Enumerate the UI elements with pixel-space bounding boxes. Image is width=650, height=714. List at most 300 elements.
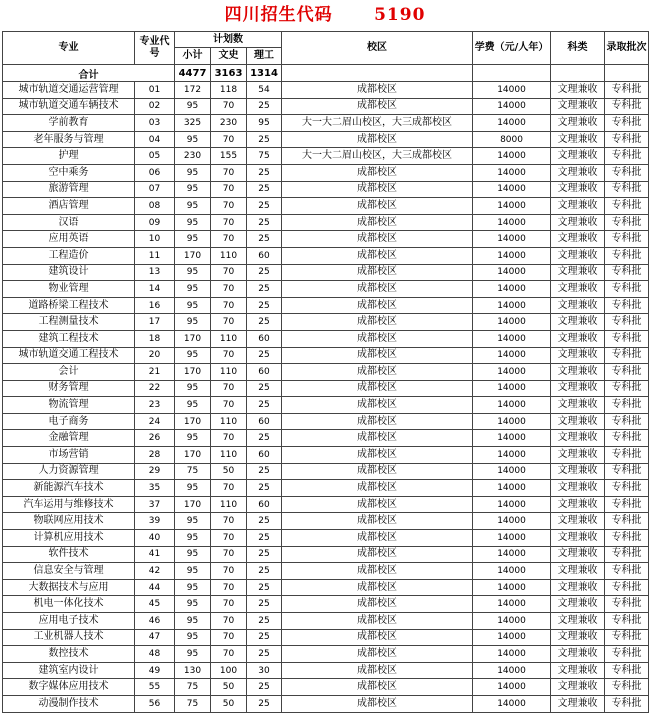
major-cell: 空中乘务 <box>3 164 135 181</box>
batch-cell: 专科批 <box>605 82 649 99</box>
category-cell: 文理兼收 <box>551 380 605 397</box>
science-cell: 25 <box>247 264 282 281</box>
category-cell: 文理兼收 <box>551 397 605 414</box>
category-cell: 文理兼收 <box>551 264 605 281</box>
science-cell: 75 <box>247 148 282 165</box>
category-cell: 文理兼收 <box>551 646 605 663</box>
category-cell: 文理兼收 <box>551 480 605 497</box>
campus-cell: 成都校区 <box>282 297 473 314</box>
code-cell: 07 <box>135 181 175 198</box>
code-cell: 10 <box>135 231 175 248</box>
table-row <box>3 413 649 430</box>
science-cell: 60 <box>247 413 282 430</box>
arts-cell: 70 <box>211 281 247 298</box>
code-cell: 29 <box>135 463 175 480</box>
major-cell: 城市轨道交通车辆技术 <box>3 98 135 115</box>
category-cell: 文理兼收 <box>551 613 605 630</box>
category-cell: 文理兼收 <box>551 281 605 298</box>
subtotal-cell: 95 <box>175 281 211 298</box>
category-cell: 文理兼收 <box>551 496 605 513</box>
batch-cell: 专科批 <box>605 281 649 298</box>
major-cell: 工程造价 <box>3 247 135 264</box>
batch-cell: 专科批 <box>605 198 649 215</box>
major-cell: 市场营销 <box>3 447 135 464</box>
subtotal-cell: 95 <box>175 397 211 414</box>
major-cell: 护理 <box>3 148 135 165</box>
category-cell: 文理兼收 <box>551 662 605 679</box>
table-row <box>3 297 649 314</box>
major-cell: 汽车运用与维修技术 <box>3 496 135 513</box>
arts-cell: 110 <box>211 447 247 464</box>
subtotal-cell: 95 <box>175 297 211 314</box>
total-arts: 3163 <box>211 65 247 82</box>
table-row <box>3 463 649 480</box>
fee-cell: 14000 <box>473 231 551 248</box>
campus-cell: 成都校区 <box>282 330 473 347</box>
major-cell: 电子商务 <box>3 413 135 430</box>
category-cell: 文理兼收 <box>551 148 605 165</box>
category-cell: 文理兼收 <box>551 546 605 563</box>
header-science: 理工 <box>247 48 282 65</box>
arts-cell: 70 <box>211 98 247 115</box>
category-cell: 文理兼收 <box>551 695 605 712</box>
batch-cell: 专科批 <box>605 679 649 696</box>
batch-cell: 专科批 <box>605 480 649 497</box>
science-cell: 25 <box>247 546 282 563</box>
fee-cell: 14000 <box>473 148 551 165</box>
subtotal-cell: 95 <box>175 98 211 115</box>
batch-cell: 专科批 <box>605 181 649 198</box>
major-cell: 信息安全与管理 <box>3 563 135 580</box>
arts-cell: 70 <box>211 596 247 613</box>
subtotal-cell: 95 <box>175 430 211 447</box>
header-plan: 计划数 <box>175 32 282 48</box>
table-row <box>3 198 649 215</box>
arts-cell: 70 <box>211 380 247 397</box>
subtotal-cell: 95 <box>175 181 211 198</box>
batch-cell: 专科批 <box>605 430 649 447</box>
code-cell: 46 <box>135 613 175 630</box>
campus-cell: 成都校区 <box>282 380 473 397</box>
major-cell: 软件技术 <box>3 546 135 563</box>
fee-cell: 14000 <box>473 563 551 580</box>
science-cell: 25 <box>247 98 282 115</box>
code-cell: 37 <box>135 496 175 513</box>
batch-cell: 专科批 <box>605 447 649 464</box>
table-row <box>3 646 649 663</box>
arts-cell: 118 <box>211 82 247 99</box>
table-row <box>3 231 649 248</box>
science-cell: 60 <box>247 247 282 264</box>
science-cell: 25 <box>247 679 282 696</box>
code-cell: 44 <box>135 579 175 596</box>
fee-cell: 14000 <box>473 347 551 364</box>
total-label: 合计 <box>3 65 175 82</box>
major-cell: 会计 <box>3 364 135 381</box>
major-cell: 新能源汽车技术 <box>3 480 135 497</box>
batch-cell: 专科批 <box>605 530 649 547</box>
table-row <box>3 281 649 298</box>
total-empty <box>605 65 649 82</box>
campus-cell: 成都校区 <box>282 546 473 563</box>
subtotal-cell: 172 <box>175 82 211 99</box>
campus-cell: 成都校区 <box>282 164 473 181</box>
science-cell: 25 <box>247 480 282 497</box>
campus-cell: 成都校区 <box>282 98 473 115</box>
campus-cell: 成都校区 <box>282 596 473 613</box>
subtotal-cell: 170 <box>175 364 211 381</box>
category-cell: 文理兼收 <box>551 330 605 347</box>
fee-cell: 14000 <box>473 314 551 331</box>
category-cell: 文理兼收 <box>551 430 605 447</box>
batch-cell: 专科批 <box>605 264 649 281</box>
subtotal-cell: 170 <box>175 413 211 430</box>
category-cell: 文理兼收 <box>551 82 605 99</box>
major-cell: 计算机应用技术 <box>3 530 135 547</box>
major-cell: 汉语 <box>3 214 135 231</box>
code-cell: 02 <box>135 98 175 115</box>
science-cell: 25 <box>247 463 282 480</box>
table-row <box>3 314 649 331</box>
campus-cell: 成都校区 <box>282 247 473 264</box>
fee-cell: 14000 <box>473 646 551 663</box>
enrollment-plan-table <box>2 31 649 713</box>
science-cell: 60 <box>247 496 282 513</box>
arts-cell: 50 <box>211 679 247 696</box>
arts-cell: 70 <box>211 513 247 530</box>
science-cell: 25 <box>247 579 282 596</box>
subtotal-cell: 325 <box>175 115 211 132</box>
category-cell: 文理兼收 <box>551 563 605 580</box>
subtotal-cell: 95 <box>175 513 211 530</box>
science-cell: 25 <box>247 131 282 148</box>
fee-cell: 14000 <box>473 463 551 480</box>
batch-cell: 专科批 <box>605 546 649 563</box>
code-cell: 49 <box>135 662 175 679</box>
header-arts: 文史 <box>211 48 247 65</box>
code-cell: 40 <box>135 530 175 547</box>
campus-cell: 成都校区 <box>282 413 473 430</box>
table-row <box>3 447 649 464</box>
arts-cell: 70 <box>211 231 247 248</box>
arts-cell: 70 <box>211 646 247 663</box>
fee-cell: 14000 <box>473 480 551 497</box>
fee-cell: 14000 <box>473 164 551 181</box>
code-cell: 09 <box>135 214 175 231</box>
campus-cell: 成都校区 <box>282 496 473 513</box>
major-cell: 大数据技术与应用 <box>3 579 135 596</box>
table-row <box>3 662 649 679</box>
fee-cell: 14000 <box>473 447 551 464</box>
science-cell: 25 <box>247 629 282 646</box>
arts-cell: 70 <box>211 164 247 181</box>
code-cell: 35 <box>135 480 175 497</box>
fee-cell: 14000 <box>473 264 551 281</box>
fee-cell: 14000 <box>473 281 551 298</box>
category-cell: 文理兼收 <box>551 447 605 464</box>
campus-cell: 成都校区 <box>282 662 473 679</box>
subtotal-cell: 130 <box>175 662 211 679</box>
arts-cell: 70 <box>211 214 247 231</box>
category-cell: 文理兼收 <box>551 364 605 381</box>
arts-cell: 70 <box>211 563 247 580</box>
major-cell: 财务管理 <box>3 380 135 397</box>
arts-cell: 70 <box>211 131 247 148</box>
campus-cell: 成都校区 <box>282 347 473 364</box>
code-cell: 21 <box>135 364 175 381</box>
batch-cell: 专科批 <box>605 148 649 165</box>
batch-cell: 专科批 <box>605 563 649 580</box>
batch-cell: 专科批 <box>605 380 649 397</box>
arts-cell: 70 <box>211 314 247 331</box>
header-row <box>3 32 649 48</box>
batch-cell: 专科批 <box>605 579 649 596</box>
code-cell: 16 <box>135 297 175 314</box>
code-cell: 06 <box>135 164 175 181</box>
code-cell: 26 <box>135 430 175 447</box>
campus-cell: 成都校区 <box>282 364 473 381</box>
subtotal-cell: 95 <box>175 380 211 397</box>
arts-cell: 70 <box>211 480 247 497</box>
subtotal-cell: 95 <box>175 347 211 364</box>
table-row <box>3 629 649 646</box>
arts-cell: 50 <box>211 695 247 712</box>
campus-cell: 成都校区 <box>282 530 473 547</box>
code-cell: 28 <box>135 447 175 464</box>
fee-cell: 14000 <box>473 430 551 447</box>
fee-cell: 14000 <box>473 596 551 613</box>
campus-cell: 成都校区 <box>282 629 473 646</box>
arts-cell: 70 <box>211 546 247 563</box>
header-major: 专业 <box>3 32 135 65</box>
campus-cell: 成都校区 <box>282 447 473 464</box>
science-cell: 25 <box>247 430 282 447</box>
science-cell: 60 <box>247 330 282 347</box>
arts-cell: 70 <box>211 264 247 281</box>
science-cell: 25 <box>247 513 282 530</box>
campus-cell: 成都校区 <box>282 131 473 148</box>
code-cell: 56 <box>135 695 175 712</box>
category-cell: 文理兼收 <box>551 164 605 181</box>
subtotal-cell: 170 <box>175 330 211 347</box>
subtotal-cell: 95 <box>175 596 211 613</box>
category-cell: 文理兼收 <box>551 579 605 596</box>
fee-cell: 14000 <box>473 330 551 347</box>
campus-cell: 成都校区 <box>282 198 473 215</box>
subtotal-cell: 95 <box>175 264 211 281</box>
subtotal-cell: 95 <box>175 231 211 248</box>
batch-cell: 专科批 <box>605 364 649 381</box>
subtotal-cell: 95 <box>175 613 211 630</box>
category-cell: 文理兼收 <box>551 463 605 480</box>
batch-cell: 专科批 <box>605 463 649 480</box>
batch-cell: 专科批 <box>605 98 649 115</box>
subtotal-cell: 95 <box>175 530 211 547</box>
code-cell: 48 <box>135 646 175 663</box>
table-row <box>3 380 649 397</box>
batch-cell: 专科批 <box>605 413 649 430</box>
campus-cell: 成都校区 <box>282 513 473 530</box>
category-cell: 文理兼收 <box>551 131 605 148</box>
table-row <box>3 496 649 513</box>
category-cell: 文理兼收 <box>551 247 605 264</box>
table-row <box>3 181 649 198</box>
table-row <box>3 214 649 231</box>
batch-cell: 专科批 <box>605 115 649 132</box>
campus-cell: 成都校区 <box>282 82 473 99</box>
arts-cell: 70 <box>211 397 247 414</box>
table-row <box>3 430 649 447</box>
table-row <box>3 596 649 613</box>
science-cell: 54 <box>247 82 282 99</box>
fee-cell: 14000 <box>473 214 551 231</box>
major-cell: 工业机器人技术 <box>3 629 135 646</box>
category-cell: 文理兼收 <box>551 115 605 132</box>
major-cell: 应用电子技术 <box>3 613 135 630</box>
campus-cell: 成都校区 <box>282 679 473 696</box>
science-cell: 25 <box>247 397 282 414</box>
page-title: 四川招生代码 5190 <box>224 5 426 25</box>
subtotal-cell: 95 <box>175 314 211 331</box>
category-cell: 文理兼收 <box>551 181 605 198</box>
total-empty <box>473 65 551 82</box>
arts-cell: 110 <box>211 330 247 347</box>
campus-cell: 大一大二眉山校区，大三成都校区 <box>282 148 473 165</box>
subtotal-cell: 75 <box>175 463 211 480</box>
science-cell: 25 <box>247 214 282 231</box>
science-cell: 25 <box>247 281 282 298</box>
batch-cell: 专科批 <box>605 496 649 513</box>
batch-cell: 专科批 <box>605 247 649 264</box>
batch-cell: 专科批 <box>605 596 649 613</box>
table-row <box>3 247 649 264</box>
major-cell: 老年服务与管理 <box>3 131 135 148</box>
major-cell: 建筑室内设计 <box>3 662 135 679</box>
fee-cell: 14000 <box>473 82 551 99</box>
science-cell: 25 <box>247 563 282 580</box>
major-cell: 物流管理 <box>3 397 135 414</box>
arts-cell: 110 <box>211 496 247 513</box>
batch-cell: 专科批 <box>605 646 649 663</box>
code-cell: 22 <box>135 380 175 397</box>
table-row <box>3 347 649 364</box>
arts-cell: 70 <box>211 579 247 596</box>
major-cell: 工程测量技术 <box>3 314 135 331</box>
total-subtotal: 4477 <box>175 65 211 82</box>
fee-cell: 14000 <box>473 530 551 547</box>
code-cell: 14 <box>135 281 175 298</box>
arts-cell: 70 <box>211 530 247 547</box>
campus-cell: 成都校区 <box>282 579 473 596</box>
subtotal-cell: 95 <box>175 480 211 497</box>
arts-cell: 110 <box>211 364 247 381</box>
science-cell: 30 <box>247 662 282 679</box>
code-cell: 11 <box>135 247 175 264</box>
table-row <box>3 82 649 99</box>
total-science: 1314 <box>247 65 282 82</box>
major-cell: 人力资源管理 <box>3 463 135 480</box>
fee-cell: 14000 <box>473 181 551 198</box>
campus-cell: 成都校区 <box>282 695 473 712</box>
code-cell: 08 <box>135 198 175 215</box>
subtotal-cell: 95 <box>175 214 211 231</box>
subtotal-cell: 75 <box>175 695 211 712</box>
table-row <box>3 546 649 563</box>
category-cell: 文理兼收 <box>551 198 605 215</box>
table-row <box>3 695 649 712</box>
subtotal-cell: 75 <box>175 679 211 696</box>
science-cell: 25 <box>247 530 282 547</box>
campus-cell: 成都校区 <box>282 480 473 497</box>
arts-cell: 70 <box>211 181 247 198</box>
table-row <box>3 148 649 165</box>
fee-cell: 14000 <box>473 98 551 115</box>
subtotal-cell: 170 <box>175 496 211 513</box>
arts-cell: 70 <box>211 430 247 447</box>
fee-cell: 14000 <box>473 613 551 630</box>
fee-cell: 14000 <box>473 115 551 132</box>
batch-cell: 专科批 <box>605 662 649 679</box>
campus-cell: 成都校区 <box>282 646 473 663</box>
science-cell: 25 <box>247 314 282 331</box>
table-row <box>3 613 649 630</box>
campus-cell: 成都校区 <box>282 181 473 198</box>
code-cell: 03 <box>135 115 175 132</box>
category-cell: 文理兼收 <box>551 629 605 646</box>
major-cell: 建筑工程技术 <box>3 330 135 347</box>
science-cell: 25 <box>247 646 282 663</box>
fee-cell: 8000 <box>473 131 551 148</box>
category-cell: 文理兼收 <box>551 231 605 248</box>
fee-cell: 14000 <box>473 198 551 215</box>
header-batch: 录取批次 <box>605 32 649 65</box>
fee-cell: 14000 <box>473 546 551 563</box>
arts-cell: 70 <box>211 297 247 314</box>
science-cell: 25 <box>247 181 282 198</box>
major-cell: 应用英语 <box>3 231 135 248</box>
code-cell: 13 <box>135 264 175 281</box>
fee-cell: 14000 <box>473 247 551 264</box>
science-cell: 25 <box>247 164 282 181</box>
subtotal-cell: 95 <box>175 131 211 148</box>
batch-cell: 专科批 <box>605 513 649 530</box>
batch-cell: 专科批 <box>605 231 649 248</box>
code-cell: 55 <box>135 679 175 696</box>
science-cell: 25 <box>247 297 282 314</box>
science-cell: 60 <box>247 447 282 464</box>
science-cell: 25 <box>247 596 282 613</box>
category-cell: 文理兼收 <box>551 98 605 115</box>
arts-cell: 100 <box>211 662 247 679</box>
arts-cell: 230 <box>211 115 247 132</box>
fee-cell: 14000 <box>473 297 551 314</box>
fee-cell: 14000 <box>473 579 551 596</box>
table-row <box>3 98 649 115</box>
category-cell: 文理兼收 <box>551 297 605 314</box>
subtotal-cell: 170 <box>175 247 211 264</box>
header-fee: 学费（元/人年） <box>473 32 551 65</box>
category-cell: 文理兼收 <box>551 596 605 613</box>
fee-cell: 14000 <box>473 413 551 430</box>
code-cell: 24 <box>135 413 175 430</box>
code-cell: 41 <box>135 546 175 563</box>
table-row <box>3 480 649 497</box>
table-row <box>3 397 649 414</box>
header-subtotal: 小计 <box>175 48 211 65</box>
subtotal-cell: 95 <box>175 546 211 563</box>
subtotal-cell: 95 <box>175 579 211 596</box>
table-row <box>3 330 649 347</box>
